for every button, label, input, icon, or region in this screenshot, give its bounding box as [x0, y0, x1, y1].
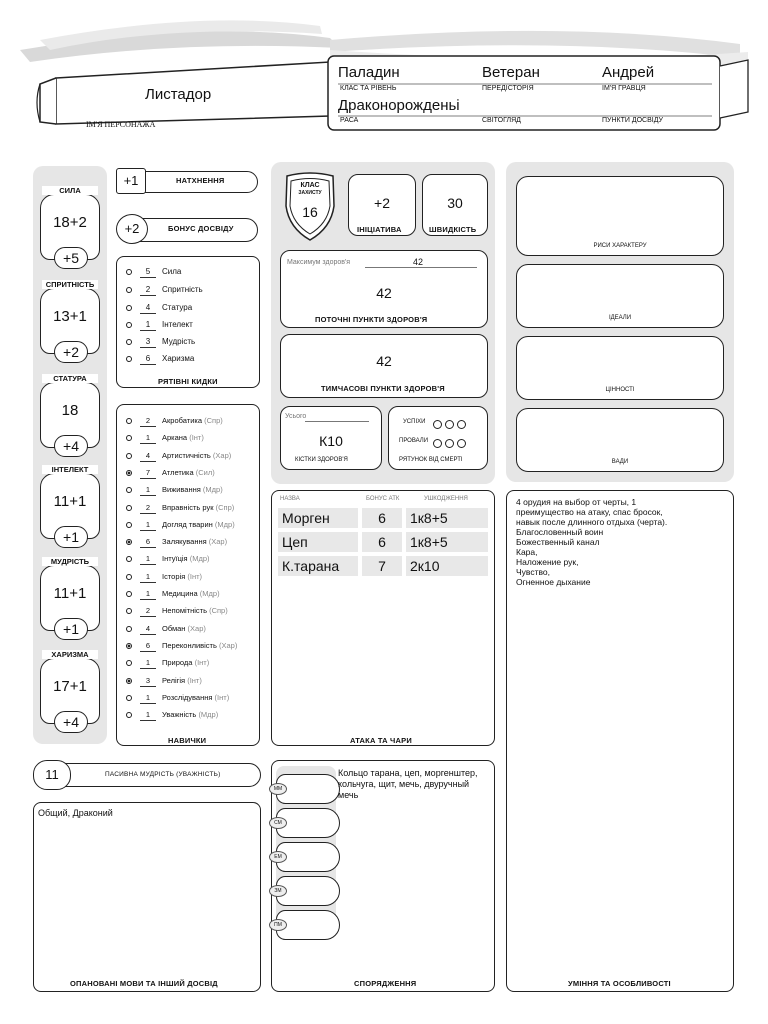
coin-field[interactable] — [276, 910, 340, 940]
feature-line[interactable]: Огненное дыхание — [516, 577, 591, 587]
languages-panel[interactable] — [33, 802, 261, 992]
speed[interactable] — [422, 174, 488, 236]
skill-ability-hint: (Мдр) — [199, 589, 220, 598]
skill-proficiency-dot[interactable] — [126, 418, 132, 424]
save-value[interactable]: 6 — [140, 353, 156, 365]
feature-line[interactable]: Кара, — [516, 547, 538, 557]
feature-line[interactable]: Благословенный воин — [516, 527, 604, 537]
skill-proficiency-dot[interactable] — [126, 470, 132, 476]
attack-name[interactable]: Морген — [278, 508, 358, 528]
ability-modifier[interactable]: +2 — [54, 341, 88, 363]
skill-name: Виживання — [162, 485, 201, 495]
class-level-label: КЛАС ТА РІВЕНЬ — [340, 85, 397, 92]
attack-name[interactable]: Цеп — [278, 532, 358, 552]
skill-proficiency-dot[interactable] — [126, 643, 132, 649]
skill-row[interactable] — [126, 708, 218, 722]
ability-name: СИЛА — [42, 186, 98, 195]
equipment-label: СПОРЯДЖЕННЯ — [354, 979, 417, 988]
background-value[interactable]: Ветеран — [482, 64, 540, 81]
save-name: Сила — [162, 267, 182, 276]
ability-score[interactable]: 11+1 — [53, 585, 87, 602]
skill-proficiency-dot[interactable] — [126, 539, 132, 545]
hp-current-value[interactable]: 42 — [376, 285, 392, 301]
skill-row[interactable] — [126, 691, 229, 705]
skill-name: Релігія — [162, 675, 186, 685]
skill-value[interactable]: 2 — [140, 415, 156, 427]
character-name-value[interactable]: Листадор — [145, 86, 212, 103]
save-proficiency-dot[interactable] — [126, 339, 132, 345]
skill-ability-hint: (Спр) — [215, 502, 235, 512]
skill-proficiency-dot[interactable] — [126, 574, 132, 580]
ability-charisma[interactable] — [38, 650, 102, 734]
coin-label: ЗМ — [269, 885, 287, 897]
ability-name: ХАРИЗМА — [42, 650, 98, 659]
skill-ability-hint: (Інт) — [187, 675, 202, 685]
character-name-label: ІМ'Я ПЕРСОНАЖА — [86, 120, 156, 129]
class-level-value[interactable]: Паладин — [338, 64, 400, 81]
skill-name: Історія — [162, 571, 186, 581]
ability-wisdom[interactable] — [38, 557, 102, 641]
hit-dice-label: КІСТКИ ЗДОРОВ'Я — [295, 457, 348, 463]
bonds-panel[interactable] — [516, 336, 724, 400]
save-name: Мудрість — [162, 337, 196, 346]
skill-name: Залякування — [162, 537, 207, 547]
saving-throws-label: РЯТІВНІ КИДКИ — [158, 377, 218, 386]
feature-line[interactable]: Божественный канал — [516, 537, 600, 547]
skill-proficiency-dot[interactable] — [126, 487, 132, 493]
ability-name: ІНТЕЛЕКТ — [42, 465, 98, 474]
race-label: РАСА — [340, 117, 359, 124]
attack-damage[interactable]: 2к10 — [406, 556, 488, 576]
attacks-panel — [271, 490, 495, 746]
hp-temp-value[interactable]: 42 — [376, 353, 392, 369]
death-saves-label: РЯТУНОК ВІД СМЕРТІ — [399, 457, 463, 463]
skill-value[interactable]: 6 — [140, 536, 156, 548]
speed-label: ШВИДКІСТЬ — [429, 225, 477, 234]
attack-bonus[interactable]: 7 — [362, 556, 402, 576]
skill-ability-hint: (Сил) — [195, 467, 215, 477]
equipment-text[interactable]: Кольцо тарана, цеп, моргенштер, кольчуга, щит, мечь, двуручный мечь — [338, 768, 478, 800]
skill-ability-hint: (Інт) — [194, 658, 210, 668]
ability-score[interactable]: 11+1 — [53, 493, 87, 510]
traits-label: РИСИ ХАРАКТЕРУ — [593, 243, 647, 249]
ability-dexterity[interactable] — [38, 280, 102, 364]
skill-name: Аркана — [162, 433, 188, 443]
skill-row[interactable] — [126, 535, 227, 549]
attacks-col-bonus: БОНУС АТК — [366, 496, 400, 502]
feature-line[interactable]: преимущество на атаку, спас бросок, — [516, 507, 663, 517]
skill-ability-hint: (Хар) — [208, 537, 228, 547]
attacks-label: АТАКА ТА ЧАРИ — [350, 736, 412, 745]
attack-damage[interactable]: 1к8+5 — [406, 508, 488, 528]
proficiency-bonus[interactable] — [116, 214, 260, 244]
feature-line[interactable]: 4 орудия на выбор от черты, 1 — [516, 497, 637, 507]
flaws-label: ВАДИ — [611, 459, 629, 465]
save-row[interactable] — [126, 301, 192, 315]
skill-ability-hint: (Хар) — [187, 623, 206, 633]
skill-proficiency-dot[interactable] — [126, 712, 132, 718]
skill-row[interactable] — [126, 656, 209, 670]
skill-row[interactable] — [126, 414, 223, 428]
save-row[interactable] — [126, 265, 181, 279]
proficiency-value[interactable]: +2 — [116, 214, 148, 244]
skill-name: Уважність — [162, 710, 197, 720]
player-name-value[interactable]: Андрей — [602, 64, 655, 81]
ability-name: МУДРІСТЬ — [42, 557, 98, 566]
death-fail-boxes[interactable] — [433, 435, 466, 453]
skill-proficiency-dot[interactable] — [126, 591, 132, 597]
ability-score[interactable]: 18 — [61, 402, 79, 419]
skill-row[interactable] — [126, 570, 202, 584]
ability-name: СТАТУРА — [42, 374, 98, 383]
inspiration[interactable] — [116, 168, 260, 194]
speed-value[interactable]: 30 — [447, 195, 463, 211]
ac-label-2: ЗАХИСТУ — [298, 190, 322, 196]
skill-value[interactable]: 7 — [140, 467, 156, 479]
save-proficiency-dot[interactable] — [126, 322, 132, 328]
ability-modifier[interactable]: +5 — [54, 247, 88, 269]
ability-strength[interactable] — [38, 186, 102, 270]
coin-label: ПМ — [269, 919, 287, 931]
ability-modifier[interactable]: +1 — [54, 618, 88, 640]
hp-current-panel[interactable] — [280, 250, 488, 328]
save-value[interactable]: 3 — [140, 336, 156, 348]
skills-label: НАВИЧКИ — [168, 736, 207, 745]
skill-row[interactable] — [126, 622, 206, 636]
save-name: Інтелект — [162, 320, 193, 329]
hit-dice-panel[interactable] — [280, 406, 382, 470]
coin-label: ММ — [269, 783, 287, 795]
skill-ability-hint: (Хар) — [212, 450, 232, 460]
background-label: ПЕРЕДІСТОРІЯ — [482, 85, 534, 92]
ability-score[interactable]: 18+2 — [53, 214, 87, 231]
save-proficiency-dot[interactable] — [126, 269, 132, 275]
ability-modifier[interactable]: +4 — [54, 711, 88, 733]
coin-label: СМ — [269, 817, 287, 829]
hp-current-label: ПОТОЧНІ ПУНКТИ ЗДОРОВ'Я — [315, 315, 428, 324]
save-proficiency-dot[interactable] — [126, 356, 132, 362]
skill-row[interactable] — [126, 501, 234, 515]
skill-proficiency-dot[interactable] — [126, 660, 132, 666]
skill-ability-hint: (Мдр) — [214, 519, 235, 529]
save-proficiency-dot[interactable] — [126, 305, 132, 311]
ability-intelligence[interactable] — [38, 465, 102, 549]
hp-temp-label: ТИМЧАСОВІ ПУНКТИ ЗДОРОВ'Я — [321, 384, 445, 393]
languages-label: ОПАНОВАНІ МОВИ ТА ІНШИЙ ДОСВІД — [70, 979, 218, 988]
ability-score[interactable]: 13+1 — [53, 308, 87, 325]
languages-text[interactable]: Общий, Драконий — [38, 808, 113, 818]
alignment-label: СВІТОГЛЯД — [482, 117, 521, 124]
skill-ability-hint: (Мдр) — [189, 554, 210, 564]
skill-proficiency-dot[interactable] — [126, 678, 132, 684]
skill-name: Непомітність — [162, 606, 207, 616]
skill-ability-hint: (Мдр) — [202, 485, 223, 495]
save-value[interactable]: 5 — [140, 266, 156, 278]
skill-value[interactable]: 1 — [140, 432, 156, 444]
flaws-panel[interactable] — [516, 408, 724, 472]
skill-ability-hint: (Хар) — [219, 640, 238, 650]
bonds-label: ЦІННОСТІ — [605, 387, 635, 393]
initiative-label: ІНІЦІАТИВА — [357, 225, 402, 234]
skill-value[interactable]: 1 — [140, 709, 156, 721]
skill-proficiency-dot[interactable] — [126, 505, 132, 511]
skill-proficiency-dot[interactable] — [126, 522, 132, 528]
proficiency-label: БОНУС ДОСВІДУ — [168, 224, 234, 233]
ability-score[interactable]: 17+1 — [53, 678, 87, 695]
feature-line[interactable]: Наложение рук, — [516, 557, 579, 567]
skill-proficiency-dot[interactable] — [126, 608, 132, 614]
skill-row[interactable] — [126, 518, 235, 532]
skill-value[interactable]: 1 — [140, 692, 156, 704]
skill-value[interactable]: 1 — [140, 657, 156, 669]
skill-value[interactable]: 4 — [140, 450, 156, 462]
skill-name: Розслідування — [162, 692, 213, 702]
skill-name: Артистичність — [162, 450, 211, 460]
ability-name: СПРИТНІСТЬ — [42, 280, 98, 289]
features-label: УМІННЯ ТА ОСОБЛИВОСТІ — [568, 979, 671, 988]
skill-ability-hint: (Інт) — [189, 433, 204, 443]
skill-value[interactable]: 1 — [140, 553, 156, 565]
skill-ability-hint: (Спр) — [209, 606, 228, 616]
attack-bonus[interactable]: 6 — [362, 532, 402, 552]
feature-line[interactable]: Чувство, — [516, 567, 550, 577]
death-fail-label: ПРОВАЛИ — [399, 438, 429, 444]
initiative[interactable] — [348, 174, 416, 236]
save-name: Статура — [162, 303, 193, 312]
traits-panel[interactable] — [516, 176, 724, 256]
ac-label-1: КЛАС — [300, 182, 320, 189]
skill-proficiency-dot[interactable] — [126, 453, 132, 459]
skill-value[interactable]: 4 — [140, 623, 156, 635]
skill-proficiency-dot[interactable] — [126, 435, 132, 441]
skill-ability-hint: (Мдр) — [198, 710, 219, 720]
skill-row[interactable] — [126, 674, 202, 688]
skill-value[interactable]: 1 — [140, 519, 156, 531]
save-name: Харизма — [162, 354, 195, 363]
skill-value[interactable]: 1 — [140, 588, 156, 600]
race-value[interactable]: Драконорожденьі — [338, 97, 460, 114]
death-success-boxes[interactable] — [433, 416, 466, 434]
armor-class[interactable] — [279, 170, 341, 244]
ability-constitution[interactable] — [38, 374, 102, 458]
skill-row[interactable] — [126, 639, 237, 653]
skill-row[interactable] — [126, 483, 223, 497]
coin-field[interactable] — [276, 876, 340, 906]
ideals-label: ІДЕАЛИ — [608, 315, 632, 321]
save-proficiency-dot[interactable] — [126, 287, 132, 293]
coin-field[interactable] — [276, 808, 340, 838]
skill-ability-hint: (Інт) — [214, 692, 230, 702]
skill-value[interactable]: 1 — [140, 484, 156, 496]
coin-label: ЕМ — [269, 851, 287, 863]
attacks-col-name: НАЗВА — [280, 496, 300, 502]
skill-name: Медицина — [162, 589, 198, 598]
skill-value[interactable]: 2 — [140, 605, 156, 617]
ability-modifier[interactable]: +4 — [54, 435, 88, 457]
skill-value[interactable]: 2 — [140, 502, 156, 514]
attack-bonus[interactable]: 6 — [362, 508, 402, 528]
skill-proficiency-dot[interactable] — [126, 626, 132, 632]
ac-value[interactable]: 16 — [302, 204, 318, 220]
features-text[interactable] — [516, 497, 667, 587]
ideals-panel[interactable] — [516, 264, 724, 328]
initiative-value[interactable]: +2 — [374, 195, 390, 211]
death-saves-panel[interactable] — [388, 406, 488, 470]
save-value[interactable]: 4 — [140, 302, 156, 314]
player-name-label: ІМ'Я ГРАВЦЯ — [602, 85, 646, 92]
attack-name[interactable]: К.тарана — [278, 556, 358, 576]
skill-proficiency-dot[interactable] — [126, 556, 132, 562]
skill-name: Переконливість — [162, 640, 217, 650]
passive-wisdom-value[interactable]: 11 — [33, 760, 71, 790]
skill-name: Обман — [162, 623, 186, 633]
passive-wisdom-label: ПАСИВНА МУДРІСТЬ (УВАЖНІСТЬ) — [105, 771, 221, 778]
skill-proficiency-dot[interactable] — [126, 695, 132, 701]
inspiration-value[interactable]: +1 — [116, 168, 146, 194]
skill-row[interactable] — [126, 552, 210, 566]
coin-field[interactable] — [276, 842, 340, 872]
skill-row[interactable] — [126, 466, 215, 480]
attacks-col-damage: УШКОДЖЕННЯ — [424, 496, 468, 502]
skill-ability-hint: (Спр) — [204, 416, 223, 425]
death-success-label: УСПІХИ — [403, 419, 426, 425]
skill-name: Вправність рук — [162, 502, 214, 512]
skill-row[interactable] — [126, 587, 220, 601]
xp-label: ПУНКТИ ДОСВІДУ — [602, 117, 663, 124]
save-name: Спритність — [162, 285, 203, 294]
skill-value[interactable]: 3 — [140, 675, 156, 687]
save-row[interactable] — [126, 335, 195, 349]
feature-line[interactable]: навык после длинного отдыха (черта). — [516, 517, 668, 527]
hp-temp-panel[interactable] — [280, 334, 488, 398]
skill-name: Атлетика — [162, 467, 194, 477]
attack-damage[interactable]: 1к8+5 — [406, 532, 488, 552]
skill-name: Догляд тварин — [162, 519, 213, 529]
skill-row[interactable] — [126, 604, 228, 618]
inspiration-label: НАТХНЕННЯ — [176, 176, 225, 185]
skill-ability-hint: (Інт) — [187, 571, 203, 581]
skill-row[interactable] — [126, 431, 204, 445]
skill-name: Акробатика — [162, 416, 202, 425]
skill-value[interactable]: 6 — [140, 640, 156, 652]
skill-value[interactable]: 1 — [140, 571, 156, 583]
hp-max-label: Максимум здоров'я — [287, 259, 351, 266]
skill-row[interactable] — [126, 449, 231, 463]
save-row[interactable] — [126, 318, 193, 332]
save-value[interactable]: 2 — [140, 284, 156, 296]
passive-wisdom[interactable] — [33, 760, 261, 788]
skill-name: Інтуїція — [162, 554, 188, 564]
hit-dice-total-label: Усього — [285, 413, 307, 420]
hp-max-value[interactable]: 42 — [413, 257, 424, 267]
hit-dice-value[interactable]: К10 — [319, 433, 343, 449]
save-row[interactable] — [126, 352, 194, 366]
ability-modifier[interactable]: +1 — [54, 526, 88, 548]
save-value[interactable]: 1 — [140, 319, 156, 331]
coin-field[interactable] — [273, 774, 340, 804]
skill-name: Природа — [162, 658, 193, 668]
save-row[interactable] — [126, 283, 203, 297]
